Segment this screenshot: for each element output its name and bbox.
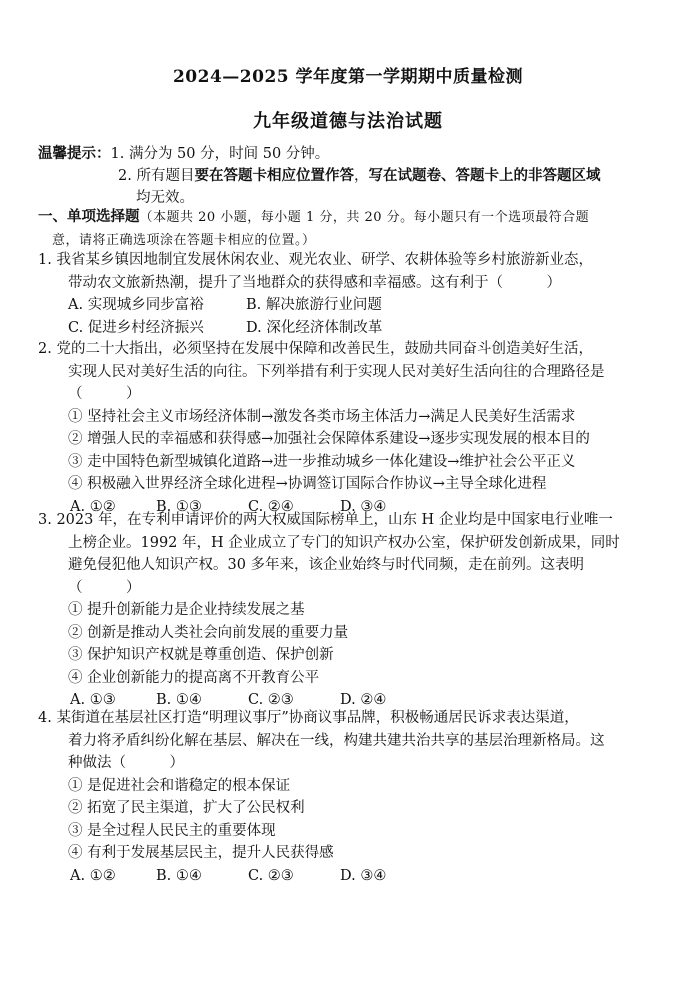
- statement-item: ① 提升创新能力是企业持续发展之基: [68, 602, 305, 618]
- option-d: D. 深化经济体制改革: [246, 319, 383, 336]
- tip-item-1: 1. 满分为 50 分，时间 50 分钟。: [110, 146, 330, 162]
- option-a: A. 实现城乡同步富裕: [68, 297, 204, 313]
- question-stem: 3. 2023 年，在专利申请评价的两大权威国际榜单上，山东 H 企业均是中国家电行业唯一: [38, 512, 613, 528]
- question-2: [38, 338, 668, 518]
- choice-b: B. ①④: [156, 692, 202, 708]
- section-title: 一、单项选择题: [38, 208, 140, 225]
- option-b: B. 解决旅游行业问题: [246, 297, 382, 313]
- statement-item: ③ 是全过程人民民主的重要体现: [68, 822, 276, 839]
- statement-item: ③ 走中国特色新型城镇化道路→进一步推动城乡一体化建设→维护社会公平正义: [68, 453, 576, 470]
- answer-choices: [38, 865, 668, 888]
- section-heading: [38, 206, 668, 252]
- question-3: [38, 509, 668, 712]
- question-stem: 1. 我省某乡镇因地制宜发展休闲农业、观光农业、研学、农耕体验等乡村旅游新业态，: [38, 252, 593, 268]
- question-stem: （ ）: [68, 386, 141, 402]
- question-stem: 着力将矛盾纠纷化解在基层、解决在一线，构建共建共治共享的基层治理新格局。这: [68, 732, 605, 749]
- statement-item: ④ 积极融入世界经济全球化进程→协调签订国际合作协议→主导全球化进程: [68, 476, 547, 492]
- question-stem: 带动农文旅新热潮，提升了当地群众的获得感和幸福感。这有利于（ ）: [68, 274, 561, 291]
- question-stem: 实现人民对美好生活的向往。下列举措有利于实现人民对美好生活向往的合理路径是: [68, 363, 605, 380]
- tips-block: [38, 143, 668, 209]
- option-row: [38, 294, 668, 317]
- choice-c: C. ②④: [248, 498, 294, 515]
- tip-item-2: 2. 所有题目要在答题卡相应位置作答，写在试题卷、答题卡上的非答题区域: [118, 167, 601, 184]
- option-c: C. 促进乡村经济振兴: [68, 319, 204, 336]
- choice-a: A. ①②: [70, 498, 116, 515]
- choice-b: B. ①③: [156, 498, 202, 515]
- statement-item: ③ 保护知识产权就是尊重创造、保护创新: [68, 647, 334, 663]
- statement-item: ② 增强人民的幸福感和获得感→加强社会保障体系建设→逐步实现发展的根本目的: [68, 431, 590, 447]
- question-stem: （ ）: [68, 579, 141, 596]
- question-stem: 种做法（ ）: [68, 755, 184, 771]
- choice-d: D. ②④: [340, 692, 387, 708]
- choice-c: C. ②③: [248, 692, 294, 708]
- question-1: [38, 249, 668, 339]
- question-4: [38, 707, 668, 887]
- statement-item: ① 是促进社会和谐稳定的根本保证: [68, 777, 291, 794]
- statement-item: ② 创新是推动人类社会向前发展的重要力量: [68, 624, 349, 641]
- statement-item: ② 拓宽了民主渠道，扩大了公民权利: [68, 800, 305, 816]
- question-stem: 4. 某街道在基层社区打造“明理议事厅”协商议事品牌，积极畅通居民诉求表达渠道，: [38, 710, 579, 726]
- choice-a: A. ①②: [70, 867, 116, 884]
- statement-item: ④ 有利于发展基层民主，提升人民获得感: [68, 845, 334, 861]
- option-row: [38, 317, 668, 340]
- section-note: （本题共 20 小题，每小题 1 分，共 20 分。每小题只有一个选项最符合题: [139, 210, 590, 225]
- choice-d: D. ③④: [340, 498, 387, 515]
- tips-label: 温馨提示：: [38, 145, 111, 162]
- choice-a: A. ①③: [70, 692, 116, 708]
- question-stem: 2. 党的二十大指出，必须坚持在发展中保障和改善民生，鼓励共同奋斗创造美好生活，: [38, 341, 593, 357]
- choice-d: D. ③④: [340, 867, 387, 884]
- statement-item: ④ 企业创新能力的提高离不开教育公平: [68, 669, 320, 686]
- tip-item-2-cont: 均无效。: [136, 190, 194, 206]
- choice-c: C. ②③: [248, 867, 294, 884]
- question-stem: 上榜企业。1992 年，H 企业成立了专门的知识产权办公室，保护研发创新成果，同时: [68, 534, 620, 551]
- exam-title: 2024—2025 学年度第一学期期中质量检测: [172, 67, 524, 87]
- statement-item: ① 坚持社会主义市场经济体制→激发各类市场主体活力→满足人民美好生活需求: [68, 408, 576, 425]
- question-stem: 避免侵犯他人知识产权。30 多年来，该企业始终与时代同频，走在前列。这表明: [68, 557, 585, 573]
- section-note-cont: 意，请将正确选项涂在答题卡相应的位置。）: [52, 233, 316, 248]
- choice-b: B. ①④: [156, 867, 202, 884]
- exam-subtitle: 九年级道德与法治试题: [253, 111, 443, 132]
